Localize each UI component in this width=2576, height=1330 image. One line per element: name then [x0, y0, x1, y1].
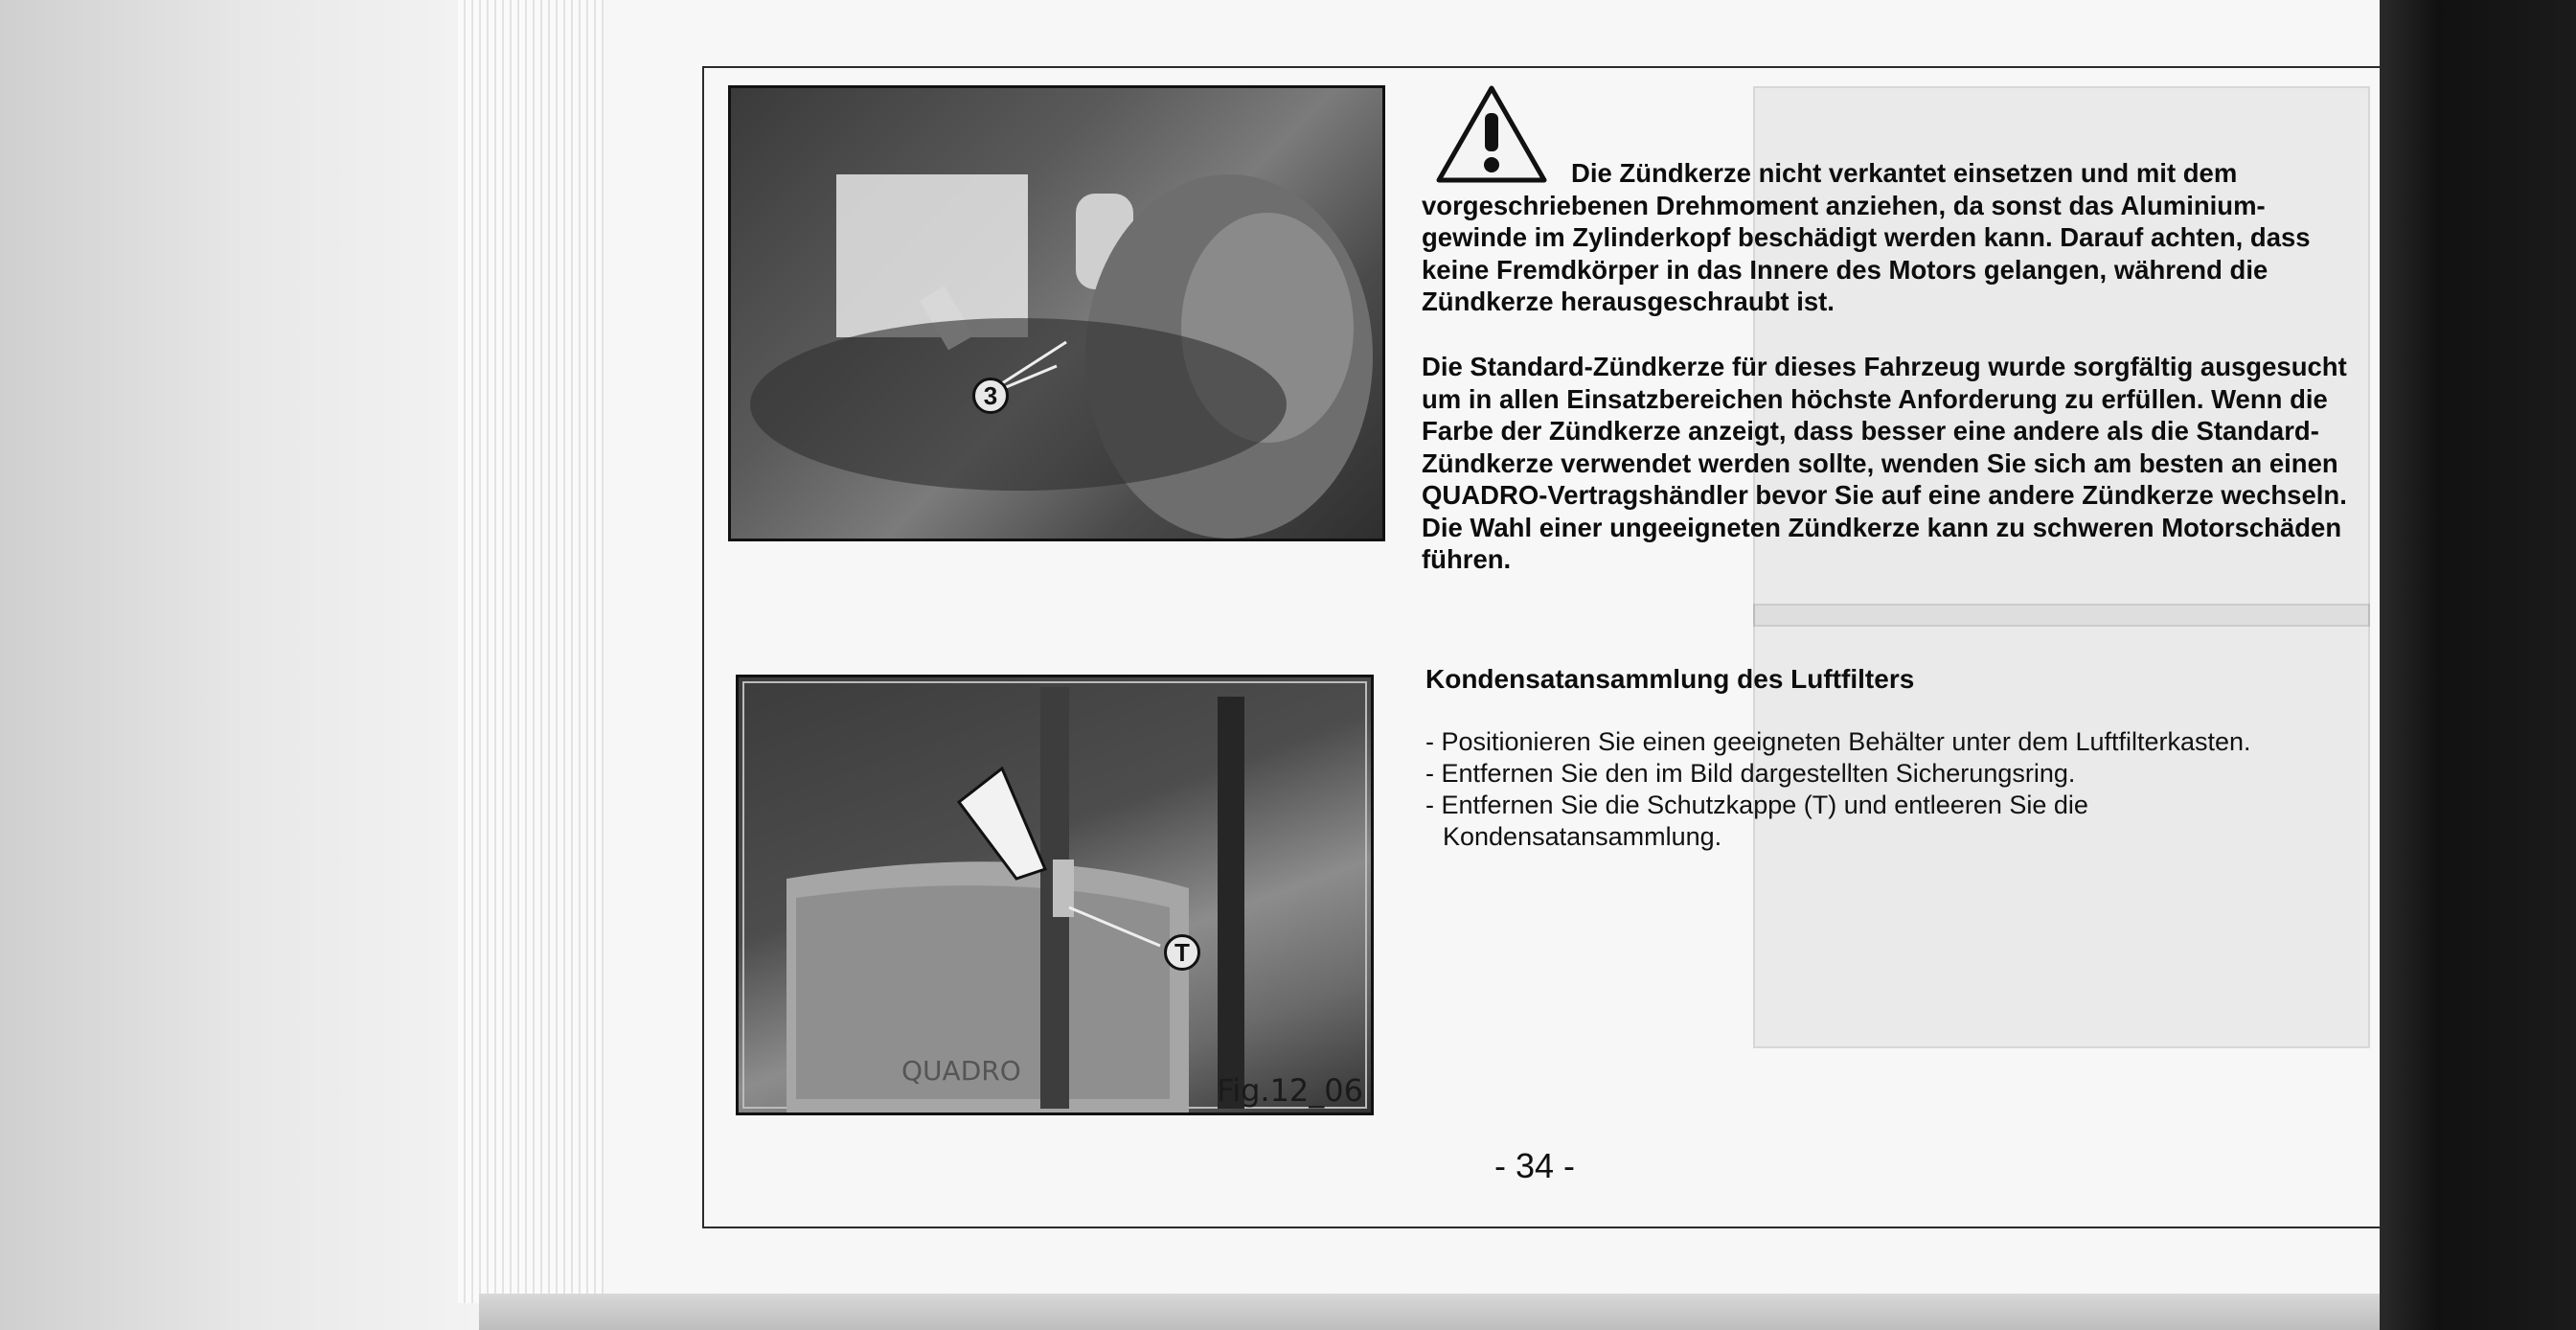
step-item: - Positionieren Sie einen geeigneten Behälter unter dem Luftfilterkasten. — [1425, 727, 2251, 756]
callout-T: T — [1164, 934, 1200, 971]
warning-paragraph — [1422, 157, 2370, 318]
engine-illustration — [731, 88, 1382, 539]
scan-background-left — [0, 0, 479, 1330]
standard-spark-plug-paragraph: Die Standard-Zündkerze für dieses Fahrzeug wurde sorgfältig ausgesucht um in allen Einsatzbereichen höchste Anforderung zu erfüllen. Wenn die Farbe der Zündkerze anzeigt, dass besser eine andere als die Standard- Zündkerze verwendet werden sollte, wenden Sie sich am besten an einen QUADRO-Vertragshändler bevor Sie auf eine andere Zündkerze wechseln. Die Wahl einer ungeeigneten Zündkerze kann zu schweren Motorschäden führen. — [1422, 352, 2347, 574]
page-bottom-shadow — [479, 1294, 2395, 1330]
figure-label: Fig.12_06 — [1217, 1072, 1363, 1109]
air-filter-photo — [736, 675, 1374, 1115]
step-item: - Entfernen Sie die Schutzkappe (T) und entleeren Sie die Kondensatansammlung. — [1425, 791, 2088, 851]
spark-plug-photo — [728, 85, 1385, 541]
warning-rest: vorgeschriebenen Drehmoment anziehen, da sonst das Aluminium-gewinde im Zylinderkopf beschädigt werden kann. Darauf achten, dass keine Fremdkörper in das Innere des Motors gelangen, während die Zündkerze herausgeschraubt ist. — [1422, 190, 2311, 316]
instruction-steps — [1425, 726, 2374, 853]
callout-3: 3 — [972, 378, 1009, 414]
warning-first-line: Die Zündkerze nicht verkantet einsetzen und mit dem — [1571, 158, 2238, 188]
scan-edge-right — [2380, 0, 2576, 1330]
step-item: - Entfernen Sie den im Bild dargestellten Sicherungsring. — [1425, 759, 2076, 788]
page-number: - 34 - — [1494, 1146, 1576, 1185]
air-filter-illustration — [739, 677, 1371, 1112]
svg-text:QUADRO: QUADRO — [901, 1055, 1021, 1087]
section-heading: Kondensatansammlung des Luftfilters — [1425, 664, 1915, 694]
page-stack-edges — [458, 0, 611, 1303]
